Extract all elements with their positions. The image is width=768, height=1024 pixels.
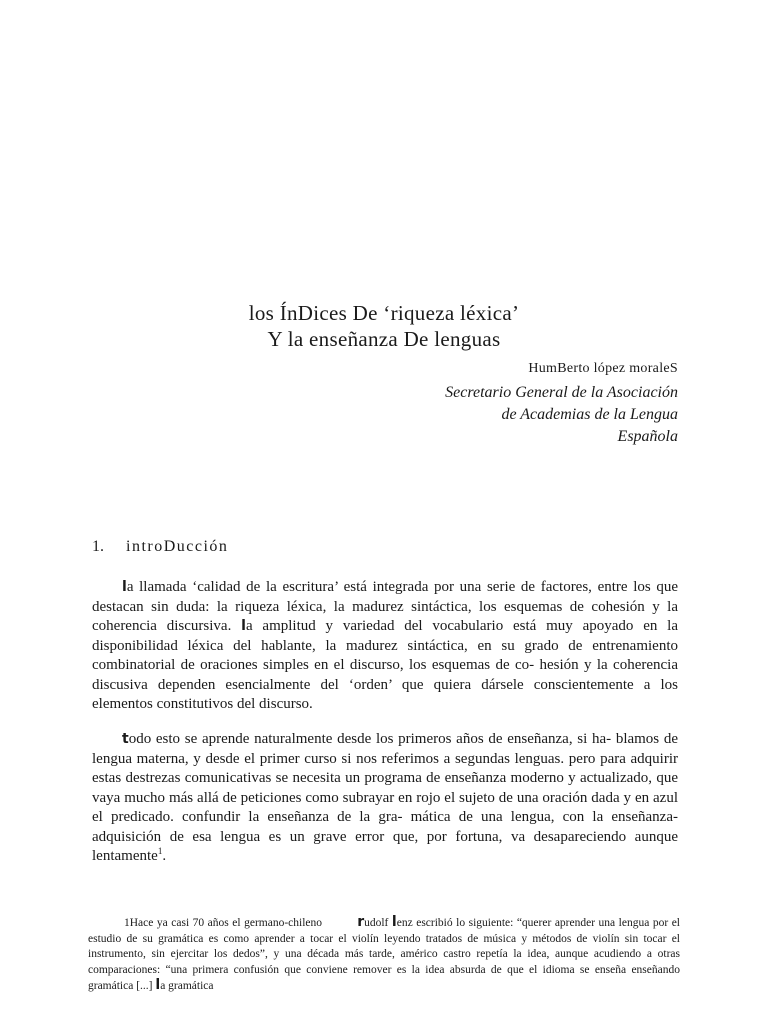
title-line-1: los ÍnDices De ‘riqueza léxica’ [248,301,520,325]
footnote-text: Hace ya casi 70 años el germano-chileno [129,917,323,929]
affiliation-line-1: Secretario General de la Asociación [445,384,678,401]
paragraph-end: . [162,848,167,864]
title-line-2: Y la enseñanza De lenguas [267,327,501,351]
affiliation-line-2: de Academias de la Lengua [501,406,678,423]
paragraph-text: a amplitud y variedad del vocabulario está muy apoyado en la disponibilidad léxica del hablante, la madurez sintáctica, en su grado de entrenamiento combinatorial de oraciones simples en el discurso, los esquemas de co- hesión y la coherencia discusiva dependen esencialmente del ‘orden’ que quiera dársele conscientemente a los elementos constitutivos del discurso. [92,618,678,712]
affiliation-line-3: Española [617,428,678,445]
article-title [0,300,768,352]
footnote-text: enz escribió lo siguiente: “querer aprender una lengua por el estudio de su gramática es como aprender a tocar el violín leyendo tratados de música y métodos de violín sin tocar el instrumento, sin ejercitar los dedos”, y una década más tarde, américo castro repetía la idea, aunque acudiendo a otras comparaciones: “una primera confusión que conviene remover es la idea absurda de que el idioma se enseña enseñando gramática [...] [88,917,681,992]
paragraph-text: odo esto se aprende naturalmente desde los primeros años de enseñanza, si ha- blamos de lengua materna, y desde el primer curso si nos referimos a segundas lenguas. pero para adquirir estas destrezas comunicativas se necesita un programa de enseñanza moderno y actualizado, que vaya mucho más allá de peticiones como subrayar en rojo el sujeto de una oración dada y en azul el predicado. confundir la enseñanza de la gra- mática de una lengua, con la enseñanza-adquisición de esa lengua es un grave error que, por fortuna, va desapareciendo aunque lentamente [92,731,678,864]
dropcap: r [357,914,365,930]
footnote-reference[interactable]: 1 [157,846,163,856]
dropcap: l [391,914,397,930]
section-heading [92,538,228,556]
paragraph-1 [92,578,678,715]
dropcap: l [155,977,161,993]
section-number: 1. [92,538,104,555]
dropcap: l [122,579,127,595]
paragraph-2 [92,730,678,867]
paragraph-text: a llamada ‘calidad de la escritura’ está integrada por una serie de factores, entre los que destacan sin duda: la riqueza léxica, la madurez sintáctica, los esquemas de cohesión y la coherencia discursiva. [92,579,678,634]
section-title: introDucción [126,538,229,555]
author-block [445,358,678,448]
footnote-text: udolf [364,917,389,929]
dropcap: t [122,731,129,747]
dropcap: l [241,618,246,634]
footnote-marker: 1 [124,917,130,929]
footnote-text: a gramática [160,980,214,992]
footnote [88,915,680,995]
author-name: HumBerto lópez moraleS [528,361,678,376]
